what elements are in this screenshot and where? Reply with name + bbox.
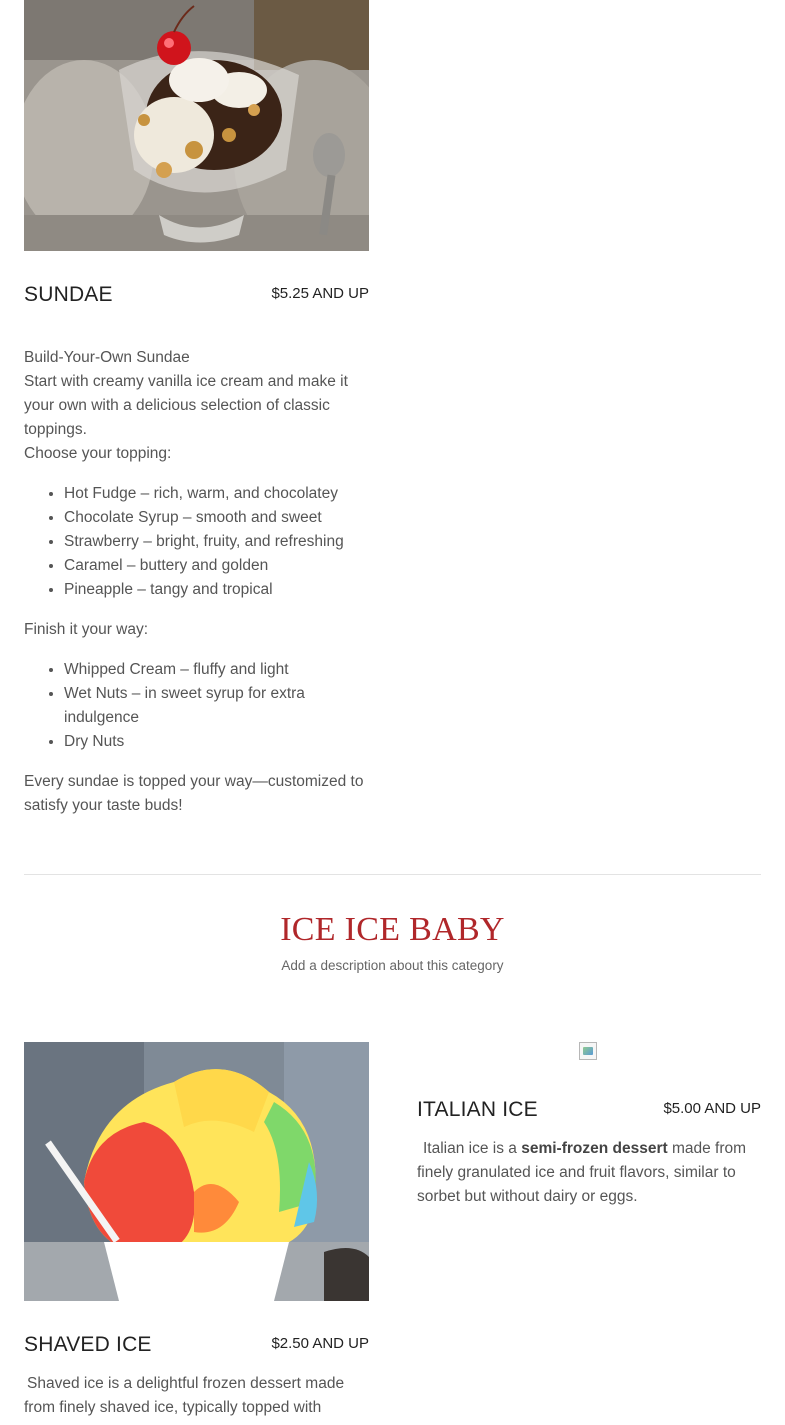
sundae-intro-text: Start with creamy vanilla ice cream and make it your own with a delicious selection of classic toppings. bbox=[24, 373, 348, 438]
sundae-price: $5.25 AND UP bbox=[271, 285, 369, 302]
sundae-photo[interactable] bbox=[24, 0, 369, 251]
list-item: • Caramel – buttery and golden bbox=[64, 554, 369, 578]
shaved-ice-description: Shaved ice is a delightful frozen dessert made from finely shaved ice, typically topped with bbox=[24, 1375, 345, 1416]
italian-ice-desc-emphasis: semi-frozen dessert bbox=[521, 1140, 668, 1157]
category-description: Add a description about this category bbox=[281, 958, 504, 973]
italian-ice-description bbox=[417, 1137, 761, 1209]
italian-ice-price: $5.00 AND UP bbox=[663, 1100, 761, 1117]
toppings-list bbox=[24, 482, 369, 602]
list-item: • Strawberry – bright, fruity, and refreshing bbox=[64, 530, 369, 554]
sundae-image bbox=[24, 0, 369, 251]
italian-ice-image-placeholder[interactable] bbox=[579, 1042, 597, 1060]
list-item: • Hot Fudge – rich, warm, and chocolatey bbox=[64, 482, 369, 506]
sundae-intro-line: Build-Your-Own Sundae bbox=[24, 349, 190, 366]
list-item: • Pineapple – tangy and tropical bbox=[64, 578, 369, 602]
italian-ice-title: ITALIAN ICE bbox=[417, 1098, 538, 1121]
category-title: ICE ICE BABY bbox=[280, 911, 505, 948]
shaved-ice-photo[interactable] bbox=[24, 1042, 369, 1301]
list-item: • Wet Nuts – in sweet syrup for extra indulgence bbox=[64, 682, 369, 730]
italian-ice-desc-part: made from finely granulated ice and fruit flavors, similar to sorbet but without dairy or eggs. bbox=[417, 1140, 747, 1205]
shaved-ice-title: SHAVED ICE bbox=[24, 1333, 152, 1356]
list-item: • Chocolate Syrup – smooth and sweet bbox=[64, 506, 369, 530]
section-divider bbox=[24, 874, 761, 875]
list-item: • Dry Nuts bbox=[64, 730, 369, 754]
sundae-closing: Every sundae is topped your way—customized to satisfy your taste buds! bbox=[24, 773, 364, 814]
finish-heading: Finish it your way: bbox=[24, 621, 149, 638]
shaved-ice-image bbox=[24, 1042, 369, 1301]
list-item: • Whipped Cream – fluffy and light bbox=[64, 658, 369, 682]
finish-list bbox=[24, 658, 369, 754]
shaved-ice-price: $2.50 AND UP bbox=[271, 1335, 369, 1352]
toppings-heading: Choose your topping: bbox=[24, 445, 172, 462]
sundae-description bbox=[24, 346, 369, 818]
italian-ice-desc-part: Italian ice is a bbox=[423, 1140, 522, 1157]
sundae-title: SUNDAE bbox=[24, 283, 113, 306]
